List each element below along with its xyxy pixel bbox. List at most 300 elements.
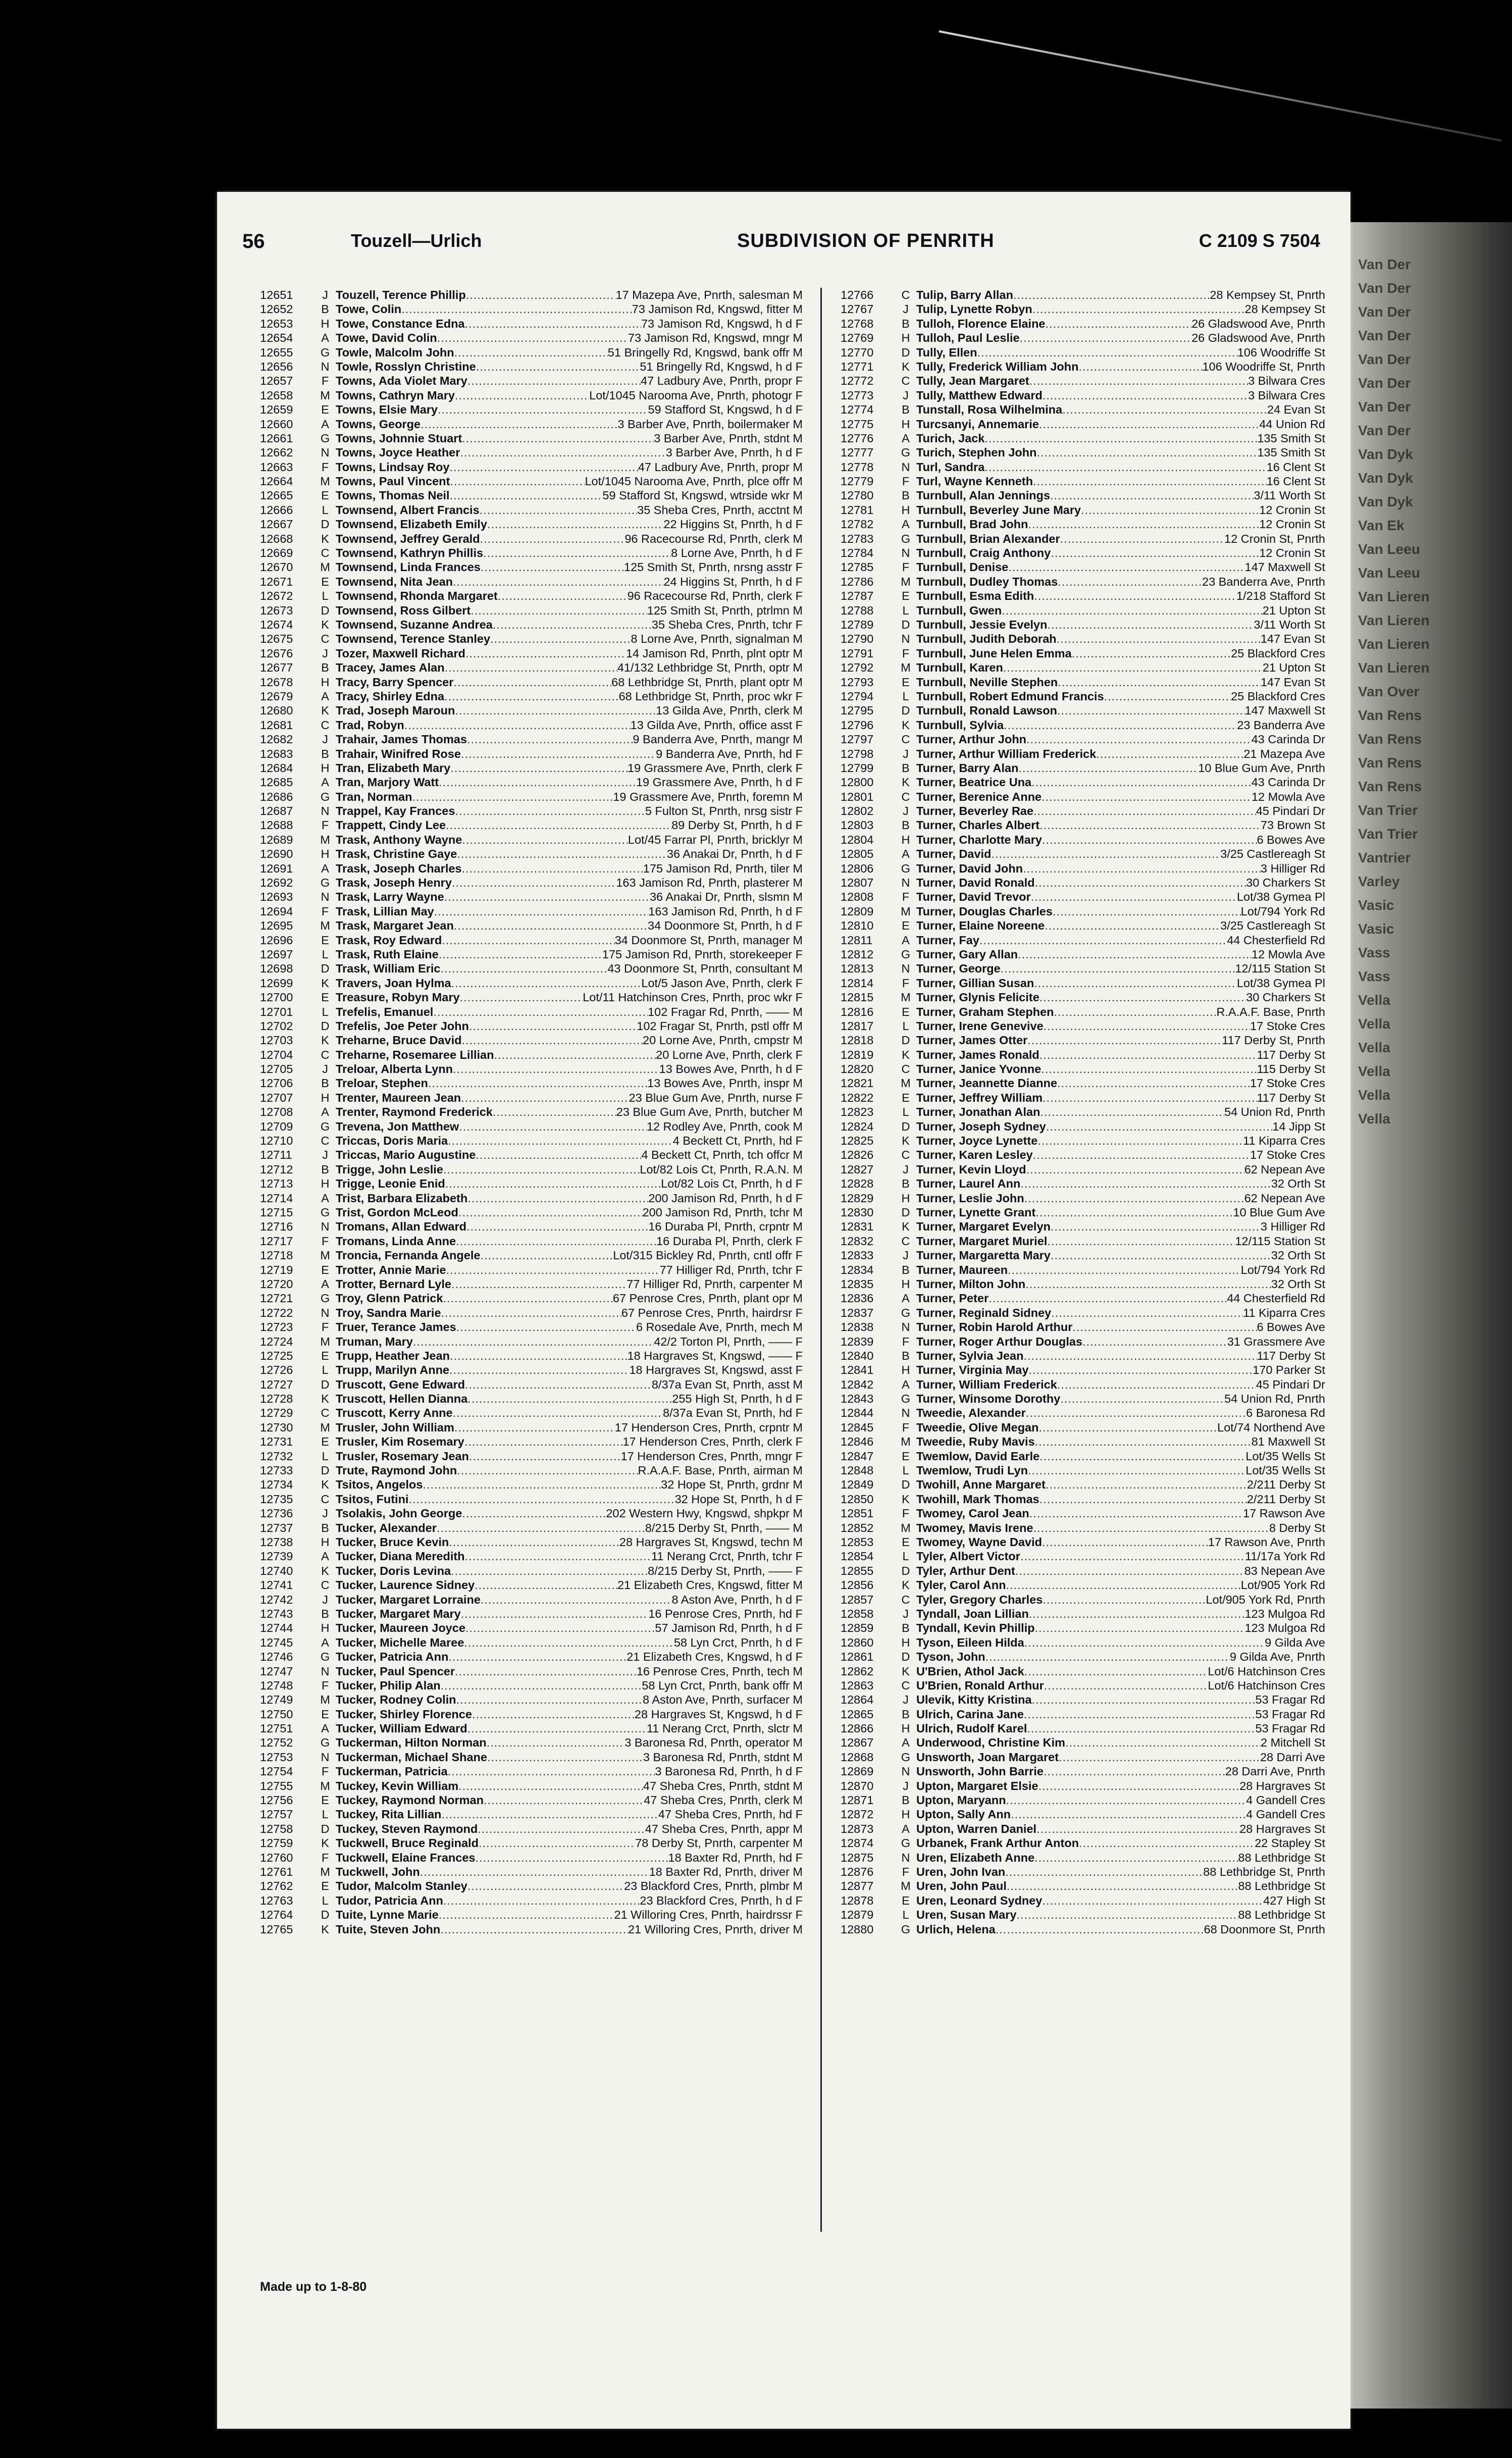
ward-letter: M bbox=[901, 575, 911, 588]
edge-line: Van Lieren bbox=[1358, 636, 1430, 652]
ward-letter: D bbox=[321, 1822, 330, 1835]
elector-name: Turnbull, Brad John bbox=[916, 518, 1028, 531]
list-item bbox=[841, 1234, 1325, 1248]
list-item bbox=[841, 1506, 1325, 1520]
ward-letter: K bbox=[321, 1034, 329, 1047]
elector-name: Uren, Elizabeth Anne bbox=[916, 1851, 1035, 1864]
ward-letter: F bbox=[902, 475, 910, 488]
list-item bbox=[260, 1005, 803, 1019]
elector-address: Lot/1045 Narooma Ave, Pnrth, photogr F bbox=[589, 388, 803, 402]
elector-address: 2/211 Derby St bbox=[1246, 1492, 1325, 1506]
list-item bbox=[841, 1851, 1325, 1865]
leader-dots bbox=[464, 1435, 623, 1449]
elector-name: Tracy, Shirley Edna bbox=[336, 689, 445, 703]
elector-name: Turner, Maureen bbox=[916, 1263, 1008, 1276]
entry-number: 12841 bbox=[841, 1363, 874, 1377]
elector-address: 42/2 Torton Pl, Pnrth, —— F bbox=[654, 1335, 803, 1348]
leader-dots bbox=[469, 1449, 621, 1463]
elector-address: 17 Stoke Cres bbox=[1250, 1148, 1325, 1162]
elector-name: Tully, Frederick William John bbox=[916, 360, 1079, 373]
leader-dots bbox=[461, 1033, 643, 1047]
ward-letter: H bbox=[901, 503, 910, 517]
elector-name: Turner, Margaret Evelyn bbox=[916, 1220, 1051, 1234]
leader-dots bbox=[1003, 660, 1263, 675]
elector-address: 163 Jamison Rd, Pnrth, h d F bbox=[648, 904, 803, 918]
entry-number: 12657 bbox=[260, 374, 293, 388]
leader-dots bbox=[457, 1463, 638, 1477]
ward-letter: A bbox=[321, 1191, 329, 1205]
elector-name: Trute, Raymond John bbox=[336, 1464, 457, 1477]
leader-dots bbox=[449, 1363, 629, 1377]
elector-address: 8 Derby St bbox=[1269, 1521, 1325, 1534]
elector-address: 4 Gandell Cres bbox=[1246, 1794, 1325, 1807]
list-item bbox=[260, 1248, 803, 1262]
adjacent-page-edge bbox=[1338, 222, 1512, 2409]
entry-number: 12706 bbox=[260, 1077, 293, 1090]
list-item bbox=[841, 532, 1325, 546]
leader-dots bbox=[454, 345, 608, 360]
elector-address: Lot/35 Wells St bbox=[1245, 1464, 1325, 1477]
entry-number: 12772 bbox=[841, 374, 874, 388]
elector-name: Treharne, Bruce David bbox=[336, 1034, 462, 1047]
elector-address: 123 Mulgoa Rd bbox=[1244, 1607, 1325, 1620]
list-item bbox=[841, 1807, 1325, 1821]
entry-number: 12697 bbox=[260, 947, 293, 961]
list-item bbox=[260, 546, 803, 560]
elector-address: 16 Clent St bbox=[1266, 460, 1325, 474]
ward-letter: D bbox=[321, 1464, 330, 1477]
list-item bbox=[841, 517, 1325, 531]
entry-number: 12809 bbox=[841, 904, 874, 918]
elector-name: Twomey, Mavis Irene bbox=[916, 1521, 1033, 1534]
elector-name: Trad, Joseph Maroun bbox=[336, 704, 455, 718]
entry-number: 12879 bbox=[841, 1908, 874, 1922]
entry-number: 12731 bbox=[260, 1435, 293, 1449]
ward-letter: C bbox=[901, 374, 910, 388]
entry-number: 12871 bbox=[841, 1794, 874, 1807]
elector-name: Tuckwell, Bruce Reginald bbox=[336, 1836, 479, 1850]
entry-number: 12846 bbox=[841, 1435, 874, 1449]
ward-letter: F bbox=[902, 1865, 910, 1878]
leader-dots bbox=[461, 747, 656, 761]
ward-letter: B bbox=[902, 761, 910, 775]
ward-letter: G bbox=[901, 861, 911, 875]
entry-number: 12808 bbox=[841, 890, 874, 904]
list-item bbox=[260, 1535, 803, 1549]
list-item bbox=[260, 1219, 803, 1234]
elector-address: 54 Union Rd, Pnrth bbox=[1224, 1105, 1325, 1119]
ward-letter: N bbox=[901, 546, 910, 560]
elector-name: Tucker, Bruce Kevin bbox=[336, 1535, 449, 1549]
leader-dots bbox=[467, 1191, 648, 1205]
elector-name: Tucker, Rodney Colin bbox=[336, 1693, 456, 1707]
list-item bbox=[260, 1263, 803, 1277]
ward-letter: M bbox=[901, 904, 911, 918]
list-item bbox=[260, 761, 803, 775]
elector-address: 8 Aston Ave, Pnrth, surfacer M bbox=[643, 1693, 803, 1707]
elector-address: 9 Gilda Ave bbox=[1265, 1635, 1325, 1649]
elector-name: Turnbull, Craig Anthony bbox=[916, 546, 1051, 560]
elector-address: 3/25 Castlereagh St bbox=[1220, 919, 1325, 933]
elector-address: 36 Anakai Dr, Pnrth, h d F bbox=[666, 847, 803, 861]
ward-letter: E bbox=[321, 489, 329, 502]
elector-name: Trappel, Kay Frances bbox=[336, 804, 455, 818]
elector-address: 147 Maxwell St bbox=[1244, 704, 1325, 718]
entry-number: 12693 bbox=[260, 890, 293, 904]
entry-number: 12802 bbox=[841, 804, 874, 818]
entry-number: 12754 bbox=[260, 1765, 293, 1778]
entry-number: 12817 bbox=[841, 1019, 874, 1033]
elector-address: 22 Higgins St, Pnrth, h d F bbox=[663, 518, 803, 531]
leader-dots bbox=[1026, 732, 1252, 746]
elector-name: Tudor, Malcolm Stanley bbox=[336, 1879, 467, 1893]
edge-line: Van Rens bbox=[1358, 755, 1422, 771]
list-item bbox=[260, 1048, 803, 1062]
elector-address: 24 Evan St bbox=[1267, 403, 1325, 417]
ward-letter: M bbox=[320, 919, 330, 933]
elector-address: 12/115 Station St bbox=[1235, 1234, 1325, 1248]
entry-number: 12844 bbox=[841, 1406, 874, 1420]
ward-letter: M bbox=[901, 991, 911, 1004]
entry-number: 12699 bbox=[260, 976, 293, 990]
leader-dots bbox=[1033, 804, 1256, 818]
name-range: Touzell—Urlich bbox=[351, 230, 482, 251]
column-divider bbox=[820, 288, 822, 2232]
elector-name: Twohill, Anne Margaret bbox=[916, 1478, 1046, 1492]
elector-address: 20 Lorne Ave, Pnrth, clerk F bbox=[656, 1048, 803, 1061]
edge-line: Van Leeu bbox=[1358, 541, 1420, 557]
leader-dots bbox=[494, 1048, 656, 1062]
entry-number: 12676 bbox=[260, 646, 293, 660]
ward-letter: E bbox=[321, 403, 329, 417]
ward-letter: K bbox=[902, 1492, 910, 1506]
elector-address: Lot/82 Lois Ct, Pnrth, h d F bbox=[661, 1177, 803, 1191]
ward-letter: J bbox=[903, 388, 909, 402]
ward-letter: E bbox=[902, 1535, 910, 1549]
leader-dots bbox=[1058, 575, 1202, 589]
elector-name: Trask, Margaret Jean bbox=[336, 919, 454, 933]
list-item bbox=[841, 1865, 1325, 1879]
entry-number: 12744 bbox=[260, 1621, 293, 1635]
leader-dots bbox=[420, 1865, 649, 1879]
entry-number: 12867 bbox=[841, 1736, 874, 1750]
leader-dots bbox=[1081, 503, 1259, 517]
list-item bbox=[260, 1406, 803, 1420]
elector-address: 30 Charkers St bbox=[1246, 991, 1325, 1004]
list-item bbox=[260, 1879, 803, 1893]
entry-number: 12778 bbox=[841, 460, 874, 474]
elector-address: Lot/82 Lois Ct, Pnrth, R.A.N. M bbox=[640, 1162, 803, 1176]
list-item bbox=[260, 1105, 803, 1119]
list-item bbox=[260, 1463, 803, 1477]
ward-letter: N bbox=[901, 460, 910, 474]
elector-name: Turner, James Ronald bbox=[916, 1048, 1039, 1061]
elector-address: 16 Clent St bbox=[1266, 475, 1325, 488]
leader-dots bbox=[1006, 1578, 1241, 1592]
entry-number: 12759 bbox=[260, 1836, 293, 1850]
ward-letter: M bbox=[320, 1420, 330, 1434]
ward-letter: M bbox=[320, 1779, 330, 1793]
list-item bbox=[841, 1922, 1325, 1936]
entry-number: 12722 bbox=[260, 1306, 293, 1319]
leader-dots bbox=[1036, 1822, 1239, 1836]
elector-name: Tuckerman, Patricia bbox=[336, 1765, 448, 1778]
leader-dots bbox=[1024, 1707, 1256, 1721]
ward-letter: L bbox=[902, 1019, 909, 1033]
leader-dots bbox=[478, 1822, 645, 1836]
list-item bbox=[260, 933, 803, 947]
ward-letter: M bbox=[320, 388, 330, 402]
elector-address: 67 Penrose Cres, Pnrth, hairdrsr F bbox=[621, 1306, 803, 1319]
elector-address: 8/215 Derby St, Pnrth, —— F bbox=[648, 1564, 803, 1577]
list-item bbox=[260, 961, 803, 976]
entry-number: 12859 bbox=[841, 1621, 874, 1635]
ward-letter: M bbox=[320, 1693, 330, 1707]
elector-address: 115 Derby St bbox=[1257, 1062, 1325, 1076]
entry-number: 12822 bbox=[841, 1091, 874, 1104]
list-item bbox=[260, 1807, 803, 1821]
elector-name: Turner, Gary Allan bbox=[916, 947, 1018, 961]
ward-letter: A bbox=[321, 1635, 329, 1649]
edge-line: Vella bbox=[1358, 1087, 1390, 1103]
ward-letter: F bbox=[902, 1335, 910, 1348]
ward-letter: J bbox=[903, 1693, 909, 1707]
elector-name: Turich, Stephen John bbox=[916, 446, 1037, 459]
elector-address: 2/211 Derby St bbox=[1246, 1478, 1325, 1492]
elector-name: Tracey, James Alan bbox=[336, 661, 445, 675]
leader-dots bbox=[449, 460, 638, 474]
entry-number: 12825 bbox=[841, 1134, 874, 1148]
list-item bbox=[260, 790, 803, 804]
ward-letter: G bbox=[901, 446, 911, 459]
list-item bbox=[260, 732, 803, 746]
elector-address: 32 Hope St, Pnrth, grdnr M bbox=[661, 1478, 803, 1492]
ward-letter: J bbox=[903, 747, 909, 760]
leader-dots bbox=[1015, 1564, 1244, 1578]
ward-letter: B bbox=[321, 747, 329, 760]
ward-letter: C bbox=[901, 1234, 910, 1248]
entry-number: 12743 bbox=[260, 1607, 293, 1620]
edge-line: Van Der bbox=[1358, 375, 1411, 391]
list-item bbox=[841, 1764, 1325, 1778]
elector-address: Lot/794 York Rd bbox=[1240, 904, 1325, 918]
elector-name: Turner, Douglas Charles bbox=[916, 904, 1053, 918]
entry-number: 12681 bbox=[260, 718, 293, 732]
elector-address: 21 Elizabeth Cres, Kngswd, fitter M bbox=[617, 1578, 803, 1592]
list-item bbox=[841, 1793, 1325, 1807]
list-item bbox=[841, 589, 1325, 603]
elector-name: Turnbull, Esma Edith bbox=[916, 589, 1034, 603]
leader-dots bbox=[480, 532, 625, 546]
list-item bbox=[841, 1492, 1325, 1506]
elector-address: 135 Smith St bbox=[1257, 431, 1325, 445]
leader-dots bbox=[1039, 990, 1246, 1004]
ward-letter: C bbox=[321, 1492, 330, 1506]
edge-line: Van Der bbox=[1358, 257, 1411, 272]
entry-number: 12758 bbox=[260, 1822, 293, 1835]
elector-name: Turnbull, Brian Alexander bbox=[916, 532, 1060, 545]
list-item bbox=[841, 876, 1325, 890]
entry-number: 12677 bbox=[260, 661, 293, 675]
elector-address: Lot/794 York Rd bbox=[1240, 1263, 1325, 1276]
elector-address: 10 Blue Gum Ave, Pnrth bbox=[1198, 761, 1325, 775]
ward-letter: N bbox=[321, 446, 330, 459]
elector-address: 117 Derby St bbox=[1257, 1091, 1325, 1104]
entry-number: 12792 bbox=[841, 661, 874, 675]
elector-name: Turl, Sandra bbox=[916, 460, 985, 474]
elector-address: 58 Lyn Crct, Pnrth, h d F bbox=[673, 1635, 803, 1649]
elector-name: Turnbull, Sylvia bbox=[916, 718, 1004, 732]
entry-number: 12707 bbox=[260, 1091, 293, 1104]
entry-number: 12807 bbox=[841, 876, 874, 890]
leader-dots bbox=[1004, 718, 1237, 732]
ward-letter: H bbox=[901, 1363, 910, 1377]
list-item bbox=[841, 1707, 1325, 1721]
leader-dots bbox=[1033, 1521, 1269, 1535]
leader-dots bbox=[1046, 317, 1192, 331]
list-item bbox=[841, 689, 1325, 703]
elector-address: 12 Cronin St bbox=[1259, 518, 1325, 531]
leader-dots bbox=[449, 1535, 619, 1549]
elector-name: Trask, Joseph Henry bbox=[336, 876, 452, 890]
list-item bbox=[260, 1306, 803, 1320]
entry-number: 12736 bbox=[260, 1507, 293, 1520]
entry-number: 12819 bbox=[841, 1048, 874, 1061]
ward-letter: F bbox=[321, 374, 329, 388]
entry-number: 12673 bbox=[260, 603, 293, 617]
list-item bbox=[841, 374, 1325, 388]
list-item bbox=[260, 317, 803, 331]
elector-name: Townsend, Rhonda Margaret bbox=[336, 589, 498, 603]
ward-letter: E bbox=[321, 1349, 329, 1362]
elector-name: Treloar, Stephen bbox=[336, 1077, 428, 1090]
elector-name: Travers, Joan Hylma bbox=[336, 976, 451, 990]
elector-name: Turner, Sylvia Jean bbox=[916, 1349, 1024, 1362]
elector-name: Twomey, Carol Jean bbox=[916, 1507, 1029, 1520]
entry-number: 12655 bbox=[260, 345, 293, 359]
entry-number: 12801 bbox=[841, 790, 874, 803]
list-item bbox=[260, 918, 803, 933]
list-item bbox=[260, 947, 803, 961]
leader-dots bbox=[1024, 1191, 1244, 1205]
elector-name: Townsend, Terence Stanley bbox=[336, 632, 491, 646]
list-item bbox=[260, 689, 803, 703]
elector-address: 125 Smith St, Pnrth, nrsng asstr F bbox=[624, 560, 803, 574]
list-item bbox=[260, 1893, 803, 1908]
entry-number: 12668 bbox=[260, 532, 293, 545]
ward-letter: N bbox=[321, 1664, 330, 1678]
list-item bbox=[260, 1735, 803, 1750]
list-item bbox=[260, 1865, 803, 1879]
elector-address: 5 Fulton St, Pnrth, nrsg sistr F bbox=[645, 804, 803, 818]
entry-number: 12717 bbox=[260, 1234, 293, 1248]
list-item bbox=[841, 1435, 1325, 1449]
elector-name: Ulrich, Rudolf Karel bbox=[916, 1722, 1027, 1735]
entry-number: 12815 bbox=[841, 991, 874, 1004]
list-item bbox=[841, 1822, 1325, 1836]
elector-address: 4 Gandell Cres bbox=[1246, 1808, 1325, 1821]
elector-name: Tucker, Margaret Lorraine bbox=[336, 1593, 481, 1606]
entry-number: 12811 bbox=[841, 933, 873, 947]
entry-number: 12708 bbox=[260, 1105, 293, 1119]
edge-line: Van Rens bbox=[1358, 707, 1422, 723]
ward-letter: C bbox=[321, 718, 330, 732]
ward-letter: G bbox=[901, 1836, 911, 1850]
elector-name: Tunstall, Rosa Wilhelmina bbox=[916, 403, 1063, 417]
elector-name: Tsolakis, John George bbox=[336, 1507, 462, 1520]
elector-address: 89 Derby St, Pnrth, h d F bbox=[671, 818, 803, 832]
elector-address: 23 Blackford Cres, Pnrth, plmbr M bbox=[624, 1879, 803, 1893]
entry-number: 12821 bbox=[841, 1077, 874, 1090]
elector-name: Trotter, Annie Marie bbox=[336, 1263, 446, 1276]
ward-letter: F bbox=[902, 1420, 910, 1434]
elector-name: Triccas, Doris Maria bbox=[336, 1134, 448, 1148]
elector-name: Turnbull, Denise bbox=[916, 560, 1009, 574]
ward-letter: N bbox=[321, 804, 330, 818]
elector-name: Turner, Jonathan Alan bbox=[916, 1105, 1040, 1119]
entry-number: 12728 bbox=[260, 1392, 293, 1406]
ward-letter: F bbox=[321, 904, 329, 918]
entry-number: 12719 bbox=[260, 1263, 293, 1276]
directory-page bbox=[217, 192, 1350, 2429]
elector-address: 32 Orth St bbox=[1271, 1249, 1325, 1262]
entry-number: 12776 bbox=[841, 431, 874, 445]
ward-letter: N bbox=[901, 1851, 910, 1864]
elector-name: Towle, Malcolm John bbox=[336, 345, 454, 359]
leader-dots bbox=[1039, 1048, 1257, 1062]
list-item bbox=[260, 302, 803, 316]
leader-dots bbox=[466, 1219, 648, 1234]
elector-name: Tulip, Lynette Robyn bbox=[916, 302, 1032, 316]
elector-name: Unsworth, Joan Margaret bbox=[916, 1750, 1059, 1764]
entry-number: 12748 bbox=[260, 1678, 293, 1692]
leader-dots bbox=[469, 1019, 637, 1033]
ward-letter: A bbox=[902, 847, 910, 861]
leader-dots bbox=[484, 1793, 644, 1807]
leader-dots bbox=[1057, 703, 1245, 718]
scan-streak bbox=[939, 30, 1502, 141]
elector-address: 23 Blue Gum Ave, Pnrth, nurse F bbox=[629, 1091, 803, 1104]
leader-dots bbox=[984, 431, 1257, 445]
elector-address: 102 Fragar Rd, Pnrth, —— M bbox=[648, 1005, 803, 1018]
elector-address: 51 Bringelly Rd, Kngswd, h d F bbox=[640, 360, 803, 373]
entry-number: 12764 bbox=[260, 1908, 293, 1922]
elector-address: 88 Lethbridge St, Pnrth bbox=[1203, 1865, 1325, 1878]
list-item bbox=[260, 488, 803, 502]
entry-number: 12857 bbox=[841, 1593, 874, 1606]
ward-letter: L bbox=[902, 1464, 909, 1477]
elector-address: 47 Sheba Cres, Pnrth, clerk M bbox=[644, 1794, 803, 1807]
leader-dots bbox=[1027, 1033, 1222, 1047]
elector-name: Troy, Sandra Marie bbox=[336, 1306, 441, 1319]
list-item bbox=[841, 918, 1325, 933]
elector-address: 2 Mitchell St bbox=[1261, 1736, 1325, 1750]
entry-number: 12874 bbox=[841, 1836, 874, 1850]
ward-letter: A bbox=[902, 1736, 910, 1750]
elector-address: 175 Jamison Rd, Pnrth, tiler M bbox=[643, 861, 803, 875]
entry-number: 12663 bbox=[260, 460, 293, 474]
entry-number: 12732 bbox=[260, 1449, 293, 1463]
list-item bbox=[260, 503, 803, 517]
list-item bbox=[841, 1306, 1325, 1320]
ward-letter: N bbox=[321, 890, 330, 904]
entry-number: 12718 bbox=[260, 1249, 293, 1262]
ward-letter: A bbox=[321, 689, 329, 703]
leader-dots bbox=[1013, 288, 1210, 302]
leader-dots bbox=[1028, 1463, 1245, 1477]
ward-letter: B bbox=[902, 489, 910, 502]
leader-dots bbox=[448, 1134, 673, 1148]
